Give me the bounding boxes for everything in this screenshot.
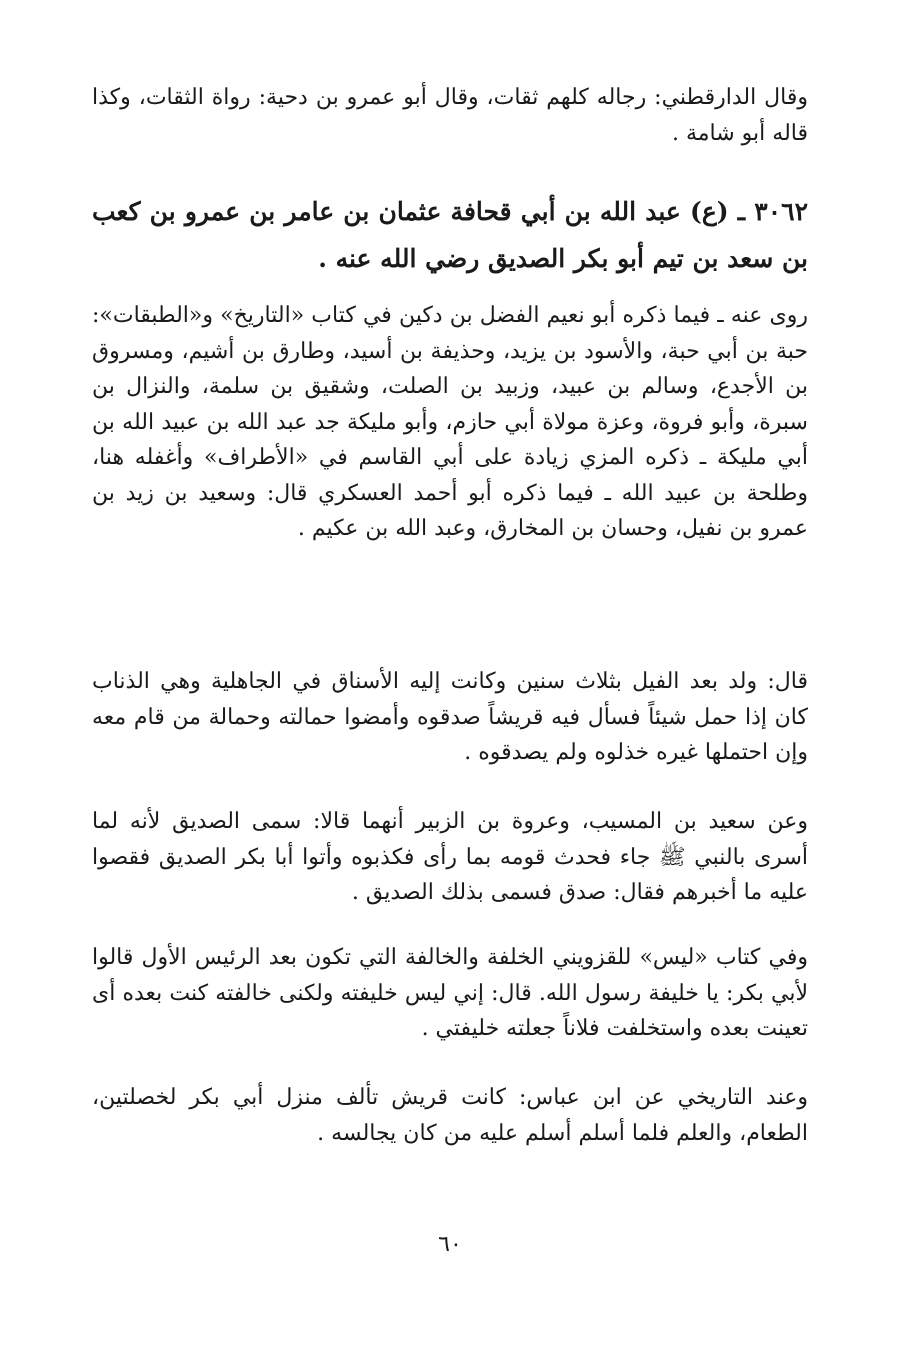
paragraph-1: وقال الدارقطني: رجاله كلهم ثقات، وقال أبو عمرو بن دحية: رواة الثقات، وكذا قاله أبو شامة . <box>92 85 808 146</box>
paragraph-5: وفي كتاب «ليس» للقزويني الخلفة والخالفة التي تكون بعد الرئيس الأول قالوا لأبي بكر: يا خليفة رسول الله. قال: إني ليس خليفته ولكنى خالفته كنت بعده أى تعينت بعده واستخلفت فلاناً جعلته خليفتي . <box>92 945 808 1041</box>
paragraph-6: وعند التاريخي عن ابن عباس: كانت قريش تألف منزل أبي بكر لخصلتين، الطعام، والعلم فلما أسلم أسلم عليه من كان يجالسه . <box>92 1085 808 1146</box>
paragraph-3: قال: ولد بعد الفيل بثلاث سنين وكانت إليه الأسناق في الجاهلية وهي الذناب كان إذا حمل شيئاً فسأل فيه قريشاً صدقوه وأمضوا حمالته وحمالة من قام معه وإن احتملها غيره خذلوه ولم يصدقوه . <box>92 669 808 765</box>
document-page <box>92 74 808 1274</box>
entry-heading: ٣٠٦٢ ـ (ع) عبد الله بن أبي قحافة عثمان بن عامر بن عمرو بن كعب بن سعد بن تيم أبو بكر الصديق رضي الله عنه . <box>92 197 808 273</box>
paragraph-4: وعن سعيد بن المسيب، وعروة بن الزبير أنهما قالا: سمى الصديق لأنه لما أسرى بالنبي ﷺ جاء فحدث قومه بما رأى فكذبوه وأتوا أبا بكر الصديق فقصوا عليه ما أخبرهم فقال: صدق فسمى بذلك الصديق . <box>92 809 808 905</box>
paragraph-2: روى عنه ـ فيما ذكره أبو نعيم الفضل بن دكين في كتاب «التاريخ» و«الطبقات»: حبة بن أبي حبة، والأسود بن يزيد، وحذيفة بن أسيد، وطارق بن أشيم، ومسروق بن الأجدع، وسالم بن عبيد، وزبيد بن الصلت، وشقيق بن سلمة، والنزال بن سبرة، وأبو فروة، وعزة مولاة أبي حازم، وأبو مليكة جد عبد الله بن عبيد الله بن أبي مليكة ـ ذكره المزي زيادة على أبي القاسم في «الأطراف» وأغفله هنا، وطلحة بن عبيد الله ـ فيما ذكره أبو أحمد العسكري قال: وسعيد بن زيد بن عمرو بن نفيل، وحسان بن المخارق، وعبد الله بن عكيم . <box>92 303 808 541</box>
page-number: ٦٠ <box>438 1232 462 1257</box>
